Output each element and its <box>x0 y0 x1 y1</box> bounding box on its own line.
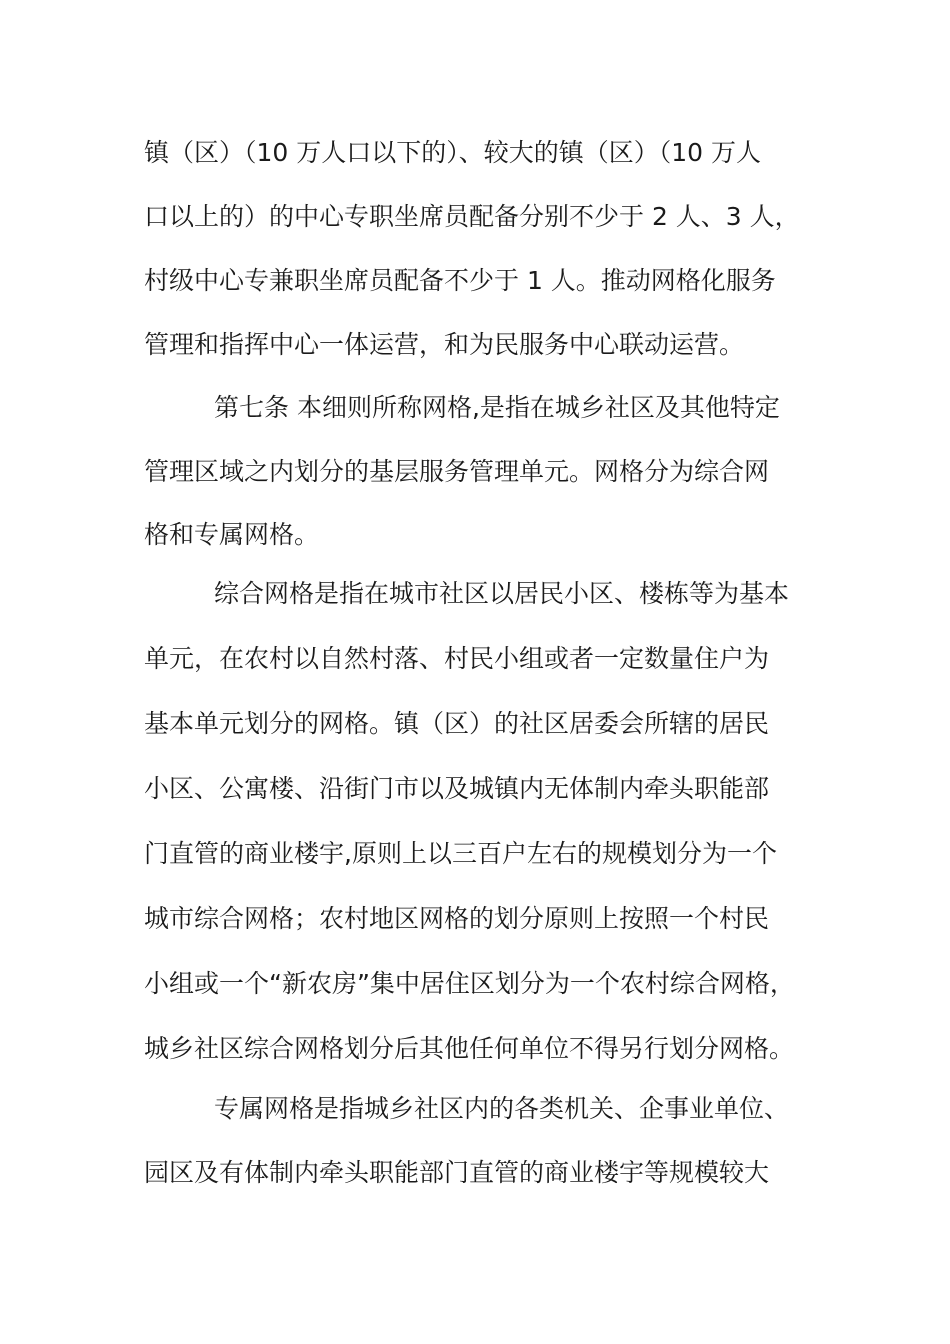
text-line: 口以上的）的中心专职坐席员配备分别不少于 2 人、3 人， <box>144 202 800 231</box>
article-heading-line: 第七条 本细则所称网格,是指在城乡社区及其他特定 <box>214 393 780 422</box>
text-line: 镇（区）（10 万人口以下的）、较大的镇（区）（10 万人 <box>144 138 762 167</box>
paragraph-first-line: 专属网格是指城乡社区内的各类机关、企事业单位、 <box>214 1094 790 1123</box>
text-line: 门直管的商业楼宇,原则上以三百户左右的规模划分为一个 <box>144 839 777 868</box>
text-line: 小组或一个“新农房”集中居住区划分为一个农村综合网格， <box>144 969 795 998</box>
text-line: 格和专属网格。 <box>144 520 320 549</box>
text-line: 城乡社区综合网格划分后其他任何单位不得另行划分网格。 <box>144 1034 795 1063</box>
text-line: 村级中心专兼职坐席员配备不少于 1 人。推动网格化服务 <box>144 266 776 295</box>
text-line: 管理区域之内划分的基层服务管理单元。网格分为综合网 <box>144 457 770 486</box>
text-line: 小区、公寓楼、沿街门市以及城镇内无体制内牵头职能部 <box>144 774 770 803</box>
text-line: 城市综合网格；农村地区网格的划分原则上按照一个村民 <box>144 904 770 933</box>
text-line: 基本单元划分的网格。镇（区）的社区居委会所辖的居民 <box>144 709 770 738</box>
text-line: 管理和指挥中心一体运营，和为民服务中心联动运营。 <box>144 330 745 359</box>
paragraph-first-line: 综合网格是指在城市社区以居民小区、楼栋等为基本 <box>214 579 790 608</box>
text-line: 单元，在农村以自然村落、村民小组或者一定数量住户为 <box>144 644 770 673</box>
text-line: 园区及有体制内牵头职能部门直管的商业楼宇等规模较大 <box>144 1158 770 1187</box>
